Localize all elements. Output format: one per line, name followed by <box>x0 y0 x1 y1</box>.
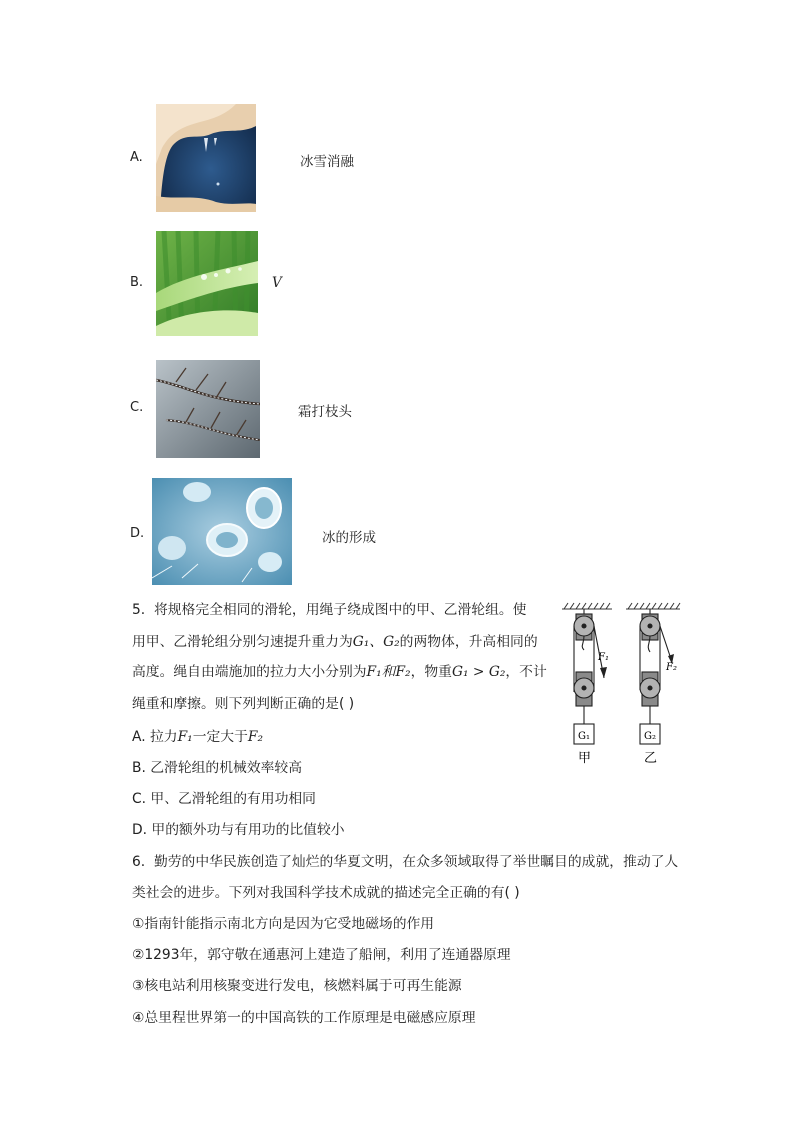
q5-option-b-text: 乙滑轮组的机械效率较高 <box>150 760 303 776</box>
melting-snow-photo <box>156 104 256 212</box>
q5-option-c-text: 甲、乙滑轮组的有用功相同 <box>150 791 316 807</box>
option-d-letter: D. <box>130 526 145 541</box>
force-label-f1: F₁ <box>598 652 609 663</box>
ceiling-right <box>626 603 680 609</box>
q5-line-4 <box>132 694 354 714</box>
pulley-figure <box>556 600 686 770</box>
q5-option-a[interactable] <box>132 727 263 747</box>
pulley-system-jia <box>574 609 604 744</box>
force-arrow-f1 <box>600 667 607 678</box>
q5-option-a-math: F₁ <box>177 729 193 745</box>
q5-option-c[interactable] <box>132 789 316 809</box>
q6-line-2-text: 类社会的进步。下列对我国科学技术成就的描述完全正确的有( ) <box>132 885 520 901</box>
q5-option-b-letter: B. <box>132 760 146 776</box>
option-c-letter: C. <box>130 400 144 415</box>
weight-label-g2: G₂ <box>644 731 656 742</box>
q5-line-3-math1: F₁和F₂ <box>366 664 411 680</box>
q6-item-4: ④总里程世界第一的中国高铁的工作原理是电磁感应原理 <box>132 1010 476 1026</box>
figure-label-yi: 乙 <box>644 751 658 766</box>
option-a-caption: 冰雪消融 <box>300 154 354 170</box>
q6-line-1 <box>132 852 678 872</box>
q5-number: 5. <box>132 602 146 618</box>
force-label-f2: F₂ <box>666 662 677 673</box>
q5-option-d[interactable] <box>132 820 345 840</box>
q5-option-b[interactable] <box>132 758 302 778</box>
q5-option-a-mid: 一定大于 <box>192 729 248 745</box>
option-b-caption: V <box>272 275 282 291</box>
option-d-caption: 冰的形成 <box>322 530 376 546</box>
q5-line-2-math: G₁、G₂ <box>352 634 400 650</box>
weight-label-g1: G₁ <box>578 731 590 742</box>
q6-item-2: ②1293年，郭守敬在通惠河上建造了船闸，利用了连通器原理 <box>132 947 511 963</box>
q5-line-3-tail: ，不计 <box>505 664 547 680</box>
q5-line-1-text: 将规格完全相同的滑轮，用绳子绕成图中的甲、乙滑轮组。使 <box>153 602 527 618</box>
q5-line-3-math2: G₁ > G₂ <box>451 664 506 680</box>
frost-on-branch-photo <box>156 360 260 458</box>
q5-line-3-mid: ，物重 <box>410 664 452 680</box>
q5-option-a-math2: F₂ <box>247 729 263 745</box>
q5-option-c-letter: C. <box>132 791 147 807</box>
q5-line-2-text: 用甲、乙滑轮组分别匀速提升重力为 <box>132 634 353 650</box>
figure-label-jia: 甲 <box>578 751 592 766</box>
dew-on-grass-photo <box>156 231 258 336</box>
q5-line-3 <box>132 662 547 682</box>
q6-number: 6. <box>132 854 146 870</box>
option-c-caption: 霜打枝头 <box>298 404 352 420</box>
q5-line-2-tail: 的两物体，升高相同的 <box>399 634 538 650</box>
q6-line-2 <box>132 883 520 903</box>
q6-item-1: ①指南针能指示南北方向是因为它受地磁场的作用 <box>132 916 435 932</box>
pulley-system-yi <box>640 609 672 744</box>
q6-line-1-text: 勤劳的中华民族创造了灿烂的华夏文明，在众多领域取得了举世瞩目的成就，推动了人 <box>153 854 679 870</box>
q6-item-3: ③核电站利用核聚变进行发电，核燃料属于可再生能源 <box>132 978 462 994</box>
ceiling-left <box>562 603 612 609</box>
q5-option-a-pre: 拉力 <box>149 729 178 745</box>
q5-line-2 <box>132 632 538 652</box>
q5-line-3-text: 高度。绳自由端施加的拉力大小分别为 <box>132 664 367 680</box>
q5-option-d-letter: D. <box>132 822 148 838</box>
ice-formation-photo <box>152 478 292 585</box>
option-b-letter: B. <box>130 275 144 290</box>
q5-option-d-text: 甲的额外功与有用功的比值较小 <box>151 822 345 838</box>
q5-line-1 <box>132 600 526 620</box>
q5-option-a-letter: A. <box>132 729 146 745</box>
q5-line-4-text: 绳重和摩擦。则下列判断正确的是( ) <box>132 696 355 712</box>
option-a-letter: A. <box>130 150 143 165</box>
